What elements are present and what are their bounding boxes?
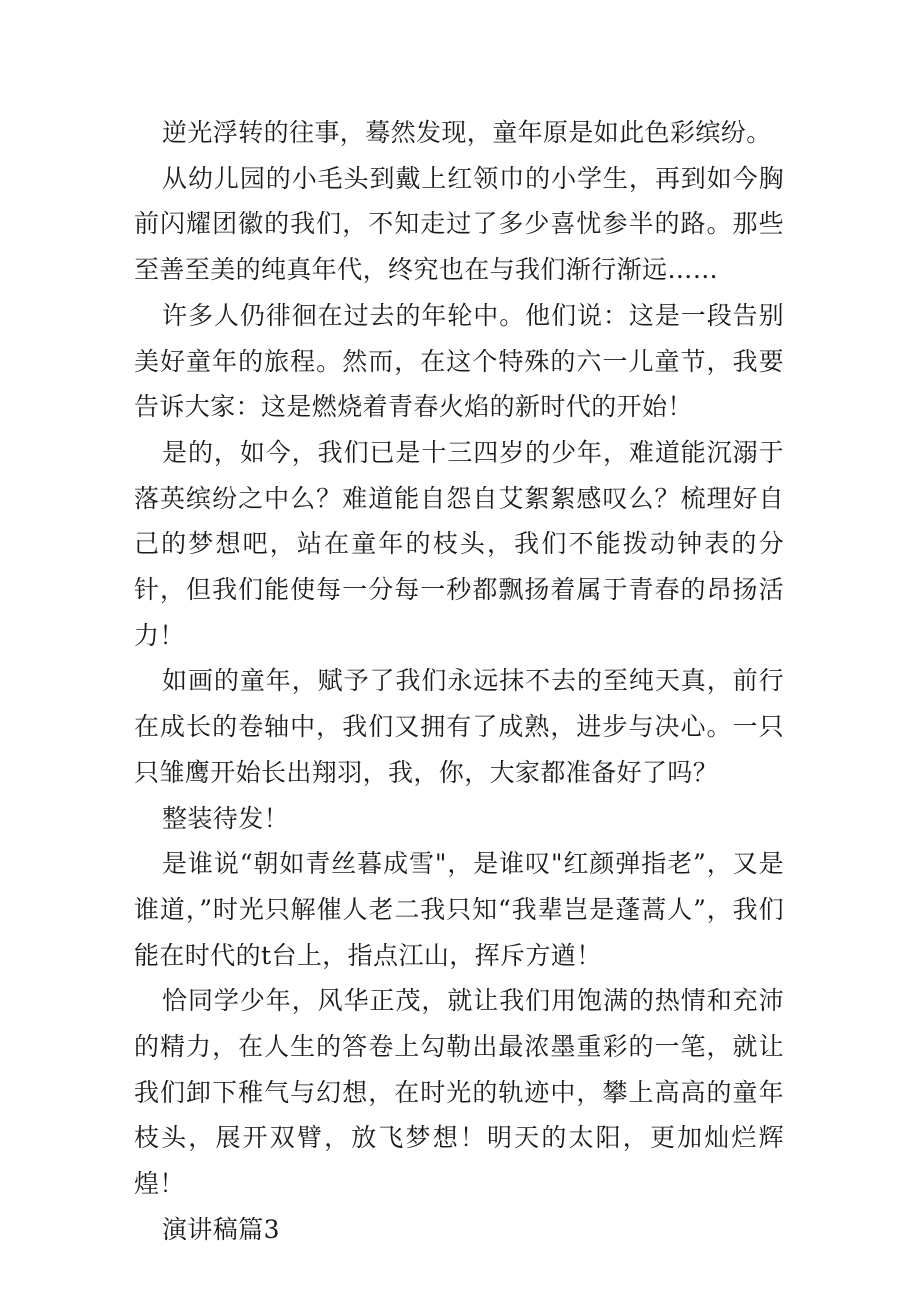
document-body [134,110,784,1253]
paragraph-conclusion: 恰同学少年，风华正茂，就让我们用饱满的热情和充沛的精力，在人生的答卷上勾勒出最浓墨重彩的一笔，就让我们卸下稚气与幻想，在时光的轨迹中，攀上高高的童年枝头，展开双臂，放飞梦想！明天的太阳，更加灿烂辉煌！ [134,986,784,1199]
paragraph-quotes: 是谁说“朝如青丝暮成雪"，是谁叹"红颜弹指老”，又是谁道，”时光只解催人老二我只知“我辈岂是蓬蒿人”，我们能在时代的t台上，指点江山，挥斥方遒！ [134,849,784,970]
paragraph-youth: 是的，如今，我们已是十三四岁的少年，难道能沉溺于落英缤纷之中么？难道能自怨自艾絮絮感叹么？梳理好自己的梦想吧，站在童年的枝头，我们不能拨动钟表的分针，但我们能使每一分每一秒都飘扬着属于青春的昂扬活力！ [134,437,784,650]
paragraph-ready: 整装待发！ [162,803,290,833]
paragraph-new-era: 许多人仍徘徊在过去的年轮中。他们说：这是一段告别美好童年的旅程。然而，在这个特殊的六一儿童节，我要告诉大家：这是燃烧着青春火焰的新时代的开始！ [134,300,784,422]
paragraph-growth: 从幼儿园的小毛头到戴上红领巾的小学生，再到如今胸前闪耀团徽的我们，不知走过了多少喜忧参半的路。那些至善至美的纯真年代，终究也在与我们渐行渐远…… [134,163,784,285]
paragraph-childhood: 如画的童年，赋予了我们永远抹不去的至纯天真，前行在成长的卷轴中，我们又拥有了成熟，进步与决心。一只只雏鹰开始长出翔羽，我，你，大家都准备好了吗？ [134,666,784,787]
section-heading: 演讲稿篇3 [162,1214,280,1244]
paragraph-intro: 逆光浮转的往事，蓦然发现，童年原是如此色彩缤纷。 [162,118,772,147]
